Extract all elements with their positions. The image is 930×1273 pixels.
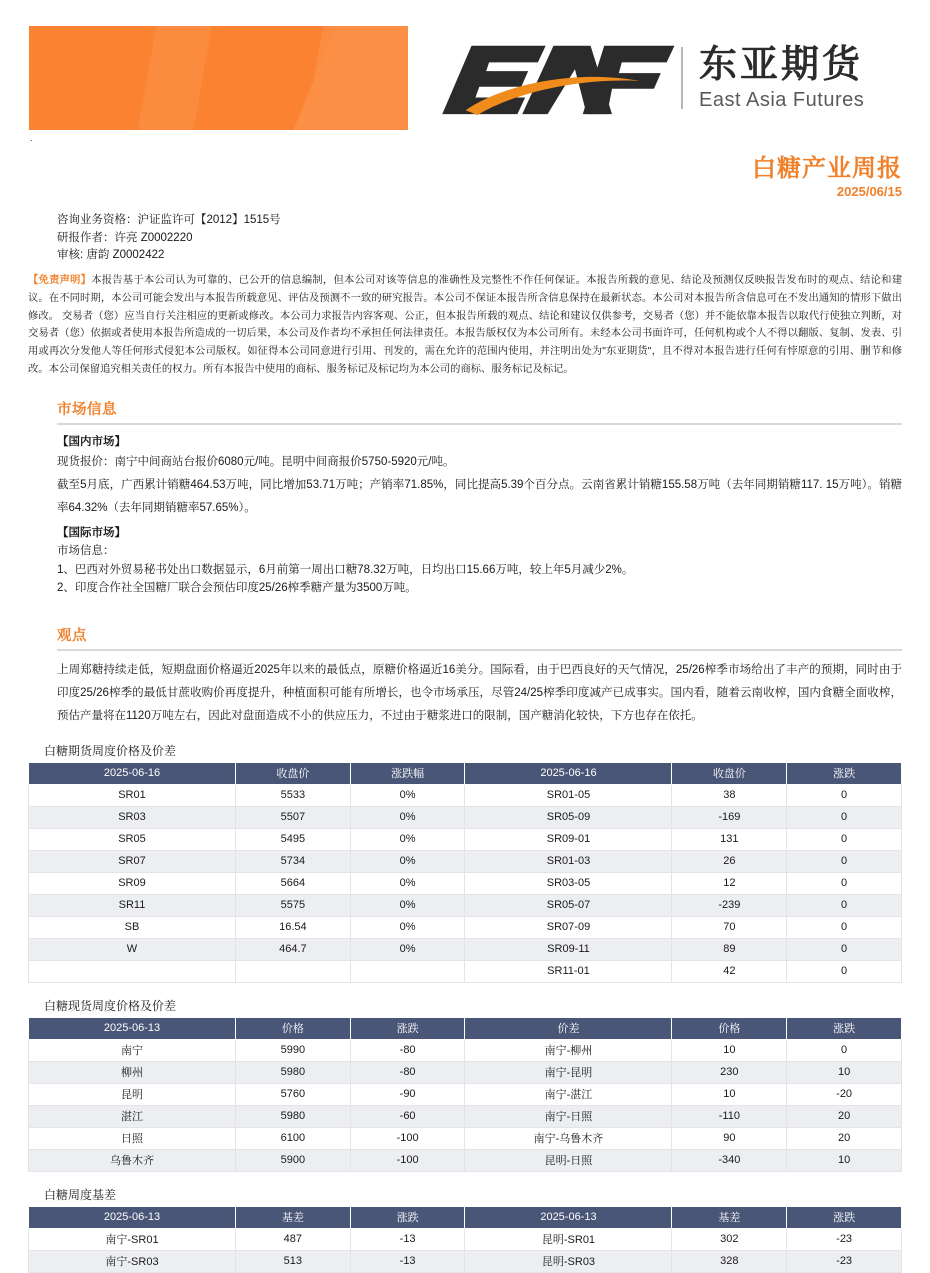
cell: 南宁-柳州 [465, 1039, 672, 1061]
cell: 南宁 [29, 1039, 236, 1061]
spot-table-caption: 白糖现货周度价格及价差 [44, 998, 177, 1013]
cell: 0% [350, 828, 465, 850]
table-row [29, 850, 902, 872]
cell: 5980 [235, 1105, 350, 1127]
col-header: 价差 [465, 1017, 672, 1039]
cell: -110 [672, 1105, 787, 1127]
report-meta [57, 212, 930, 265]
cell: 南宁-湛江 [465, 1083, 672, 1105]
cell: 328 [672, 1250, 787, 1272]
cell: 0 [787, 916, 902, 938]
cell: SR11 [29, 894, 236, 916]
international-item-1: 1、巴西对外贸易秘书处出口数据显示，6月前第一周出口糖78.32万吨，日均出口15.66万吨，较上年5月减少2%。 [57, 563, 634, 576]
cell: 20 [787, 1127, 902, 1149]
cell: 0 [787, 1039, 902, 1061]
domestic-sales-stats: 截至5月底，广西累计销糖464.53万吨，同比增加53.71万吨；产销率71.85%，同比提高5.39个百分点。云南省累计销糖155.58万吨（去年同期销糖117. 15万吨）。销糖率64.32%（去年同期销糖率57.65%）。 [57, 479, 902, 515]
viewpoint-text: 上周郑糖持续走低，短期盘面价格逼近2025年以来的最低点，原糖价格逼近16美分。国际看，由于巴西良好的天气情况，25/26榨季市场给出了丰产的预期，同时由于印度25/26榨季的最低甘蔗收购价再度提升，种植面积可能有所增长，也令市场承压，尽管24/25榨季印度减产已成事实。国内看，随着云南收榨，国内食糖全面收榨，预估产量将在1120万吨左右，因此对盘面造成不小的供应压力，不过由于糖浆进口的限制，国产糖消化较快，下方也存在依托。 [57, 663, 902, 722]
table-row [29, 1228, 902, 1250]
report-date: 2025/06/15 [836, 184, 902, 200]
cell: 42 [672, 960, 787, 982]
disclaimer-tag: 【免责声明】 [28, 275, 92, 287]
cell [29, 960, 236, 982]
meta-qualification: 咨询业务资格：沪证监许可【2012】1515号 [57, 213, 281, 226]
cell: 5990 [235, 1039, 350, 1061]
table-row [29, 1039, 902, 1061]
cell: -13 [350, 1228, 465, 1250]
table-row [29, 1061, 902, 1083]
table-row [29, 1127, 902, 1149]
cell: SR09-01 [465, 828, 672, 850]
cell: SR01-03 [465, 850, 672, 872]
disclaimer-paragraph [28, 272, 902, 378]
table-row [29, 806, 902, 828]
col-header: 2025-06-16 [465, 762, 672, 784]
cell: 南宁-昆明 [465, 1061, 672, 1083]
section-divider [57, 423, 902, 425]
table-header-row [29, 762, 902, 784]
international-label: 市场信息： [57, 545, 115, 558]
cell: 日照 [29, 1127, 236, 1149]
cell: 20 [787, 1105, 902, 1127]
cell: 10 [787, 1061, 902, 1083]
cell: 5734 [235, 850, 350, 872]
cell: 302 [672, 1228, 787, 1250]
cell: SB [29, 916, 236, 938]
cell: SR09-11 [465, 938, 672, 960]
disclaimer-text: 本报告基于本公司认为可靠的、已公开的信息编制，但本公司对该等信息的准确性及完整性不作任何保证。本报告所载的意见、结论及预测仅反映报告发布时的观点、结论和建议。在不同时期，本公司可能会发出与本报告所载意见、评估及预测不一致的研究报告。本公司不保证本报告所含信息保持在最新状态。本公司对本报告所含信息可在不发出通知的情形下做出修改。 交易者（您）应当自行关注相应的更新或修改。本公司力求报告内容客观、公正，但本报告所载的观点、结论和建议仅供参考，交易者（您）并不能依靠本报告以取代行使独立判断，对交易者（您）依据或者使用本报告所造成的一切后果，本公司及作者均不承担任何法律责任。本报告版权仅为本公司所有。未经本公司书面许可，任何机构或个人不得以翻版、复制、发表、引用或再次分发他人等任何形式侵犯本公司版权。如征得本公司同意进行引用、刊发的，需在允许的范围内使用，并注明出处为"东亚期货"，且不得对本报告进行任何有悖原意的引用、删节和修改。本公司保留追究相关责任的权力。所有本报告中使用的商标、服务标记及标记均为本公司的商标、服务标记及标记。 [28, 275, 903, 375]
cell: 5980 [235, 1061, 350, 1083]
cell: 南宁-SR01 [29, 1228, 236, 1250]
viewpoint-heading: 观点 [57, 627, 87, 644]
cell: 10 [787, 1149, 902, 1171]
international-item-2: 2、印度合作社全国糖厂联合会预估印度25/26榨季糖产量为3500万吨。 [57, 582, 417, 595]
cell: 487 [235, 1228, 350, 1250]
cell: 0% [350, 916, 465, 938]
section-divider [57, 649, 902, 651]
domestic-spot-quote: 现货报价：南宁中间商站台报价6080元/吨。昆明中间商报价5750-5920元/吨。 [57, 456, 455, 469]
cell: SR09 [29, 872, 236, 894]
cell: SR07 [29, 850, 236, 872]
basis-table-caption: 白糖周度基差 [44, 1187, 117, 1202]
col-header: 基差 [235, 1206, 350, 1228]
cell: W [29, 938, 236, 960]
cell: 0 [787, 938, 902, 960]
table-row [29, 1105, 902, 1127]
cell [350, 960, 465, 982]
eaf-logo-icon [430, 38, 675, 118]
col-header: 涨跌 [787, 1017, 902, 1039]
cell: SR05-07 [465, 894, 672, 916]
cell: -20 [787, 1083, 902, 1105]
cell: 10 [672, 1083, 787, 1105]
cell: 513 [235, 1250, 350, 1272]
cell: -80 [350, 1039, 465, 1061]
market-info-section [28, 398, 902, 597]
domestic-market-heading: 【国内市场】 [57, 436, 126, 449]
cell: 0 [787, 806, 902, 828]
cell: 0% [350, 894, 465, 916]
cell: 乌鲁木齐 [29, 1149, 236, 1171]
cell: SR11-01 [465, 960, 672, 982]
cell: -100 [350, 1149, 465, 1171]
cell: 0 [787, 784, 902, 806]
table-row [29, 828, 902, 850]
table-row [29, 1083, 902, 1105]
table-row [29, 938, 902, 960]
table-row [29, 784, 902, 806]
cell: 16.54 [235, 916, 350, 938]
col-header: 涨跌 [350, 1017, 465, 1039]
cell: SR01 [29, 784, 236, 806]
cell: 230 [672, 1061, 787, 1083]
report-title-block [0, 156, 930, 200]
col-header: 2025-06-13 [29, 1206, 236, 1228]
cell: 38 [672, 784, 787, 806]
cell: 5760 [235, 1083, 350, 1105]
cell: 464.7 [235, 938, 350, 960]
table-row [29, 916, 902, 938]
cell: 0 [787, 872, 902, 894]
cell: 5664 [235, 872, 350, 894]
cell: 南宁-乌鲁木齐 [465, 1127, 672, 1149]
cell: 湛江 [29, 1105, 236, 1127]
futures-table-caption: 白糖期货周度价格及价差 [44, 743, 177, 758]
cell: 0% [350, 872, 465, 894]
col-header: 收盘价 [672, 762, 787, 784]
cell: 昆明-SR01 [465, 1228, 672, 1250]
cell: 90 [672, 1127, 787, 1149]
meta-reviewer: 审核: 唐韵 Z0002422 [57, 249, 165, 262]
cell: -23 [787, 1250, 902, 1272]
cell: 6100 [235, 1127, 350, 1149]
table-header-row [29, 1017, 902, 1039]
cell: 南宁-日照 [465, 1105, 672, 1127]
table-row [29, 872, 902, 894]
cell: -80 [350, 1061, 465, 1083]
cell: 0 [787, 828, 902, 850]
col-header: 涨跌 [350, 1206, 465, 1228]
cell: 10 [672, 1039, 787, 1061]
cell: SR01-05 [465, 784, 672, 806]
cell: 5495 [235, 828, 350, 850]
cell: -100 [350, 1127, 465, 1149]
cell: 0% [350, 850, 465, 872]
cell: 0 [787, 894, 902, 916]
meta-author: 研报作者：许亮 Z0002220 [57, 231, 193, 244]
page-header [0, 0, 930, 148]
col-header: 价格 [672, 1017, 787, 1039]
cell: 0 [787, 960, 902, 982]
cell: SR03-05 [465, 872, 672, 894]
cell: 5900 [235, 1149, 350, 1171]
basis-table-block [28, 1186, 902, 1273]
col-header: 2025-06-16 [29, 762, 236, 784]
cell: 昆明-SR03 [465, 1250, 672, 1272]
market-info-heading: 市场信息 [57, 402, 117, 419]
logo-company-name-cn: 东亚期货 [699, 44, 864, 86]
cell: SR03 [29, 806, 236, 828]
cell: -239 [672, 894, 787, 916]
col-header: 涨跌 [787, 762, 902, 784]
col-header: 涨跌幅 [350, 762, 465, 784]
orange-banner-graphic [29, 26, 408, 130]
cell: SR05 [29, 828, 236, 850]
table-row [29, 894, 902, 916]
cell: 0% [350, 806, 465, 828]
international-market-heading: 【国际市场】 [57, 527, 126, 540]
cell [235, 960, 350, 982]
cell: -23 [787, 1228, 902, 1250]
cell: 0% [350, 938, 465, 960]
cell: 26 [672, 850, 787, 872]
cell: 昆明-日照 [465, 1149, 672, 1171]
basis-table [28, 1206, 902, 1273]
table-row [29, 1250, 902, 1272]
col-header: 2025-06-13 [465, 1206, 672, 1228]
company-logo [430, 28, 864, 128]
logo-divider [681, 47, 683, 109]
cell: 5575 [235, 894, 350, 916]
cell: 0 [787, 850, 902, 872]
page-title: 白糖产业周报 [752, 155, 902, 182]
futures-table-block [28, 742, 902, 983]
cell: 柳州 [29, 1061, 236, 1083]
cell: -169 [672, 806, 787, 828]
cell: 131 [672, 828, 787, 850]
col-header: 收盘价 [235, 762, 350, 784]
cell: -60 [350, 1105, 465, 1127]
cell: 0% [350, 784, 465, 806]
table-header-row [29, 1206, 902, 1228]
cell: SR05-09 [465, 806, 672, 828]
table-row [29, 1149, 902, 1171]
viewpoint-section [28, 624, 902, 728]
col-header: 2025-06-13 [29, 1017, 236, 1039]
futures-price-table [28, 762, 902, 983]
stray-mark: . [30, 133, 33, 143]
col-header: 涨跌 [787, 1206, 902, 1228]
cell: 5533 [235, 784, 350, 806]
cell: SR07-09 [465, 916, 672, 938]
col-header: 基差 [672, 1206, 787, 1228]
cell: 12 [672, 872, 787, 894]
cell: 5507 [235, 806, 350, 828]
cell: 89 [672, 938, 787, 960]
cell: -340 [672, 1149, 787, 1171]
cell: -90 [350, 1083, 465, 1105]
cell: 昆明 [29, 1083, 236, 1105]
table-row [29, 960, 902, 982]
spot-price-table [28, 1017, 902, 1172]
logo-company-name-en: East Asia Futures [699, 89, 865, 111]
cell: -13 [350, 1250, 465, 1272]
col-header: 价格 [235, 1017, 350, 1039]
cell: 南宁-SR03 [29, 1250, 236, 1272]
cell: 70 [672, 916, 787, 938]
spot-table-block [28, 997, 902, 1172]
